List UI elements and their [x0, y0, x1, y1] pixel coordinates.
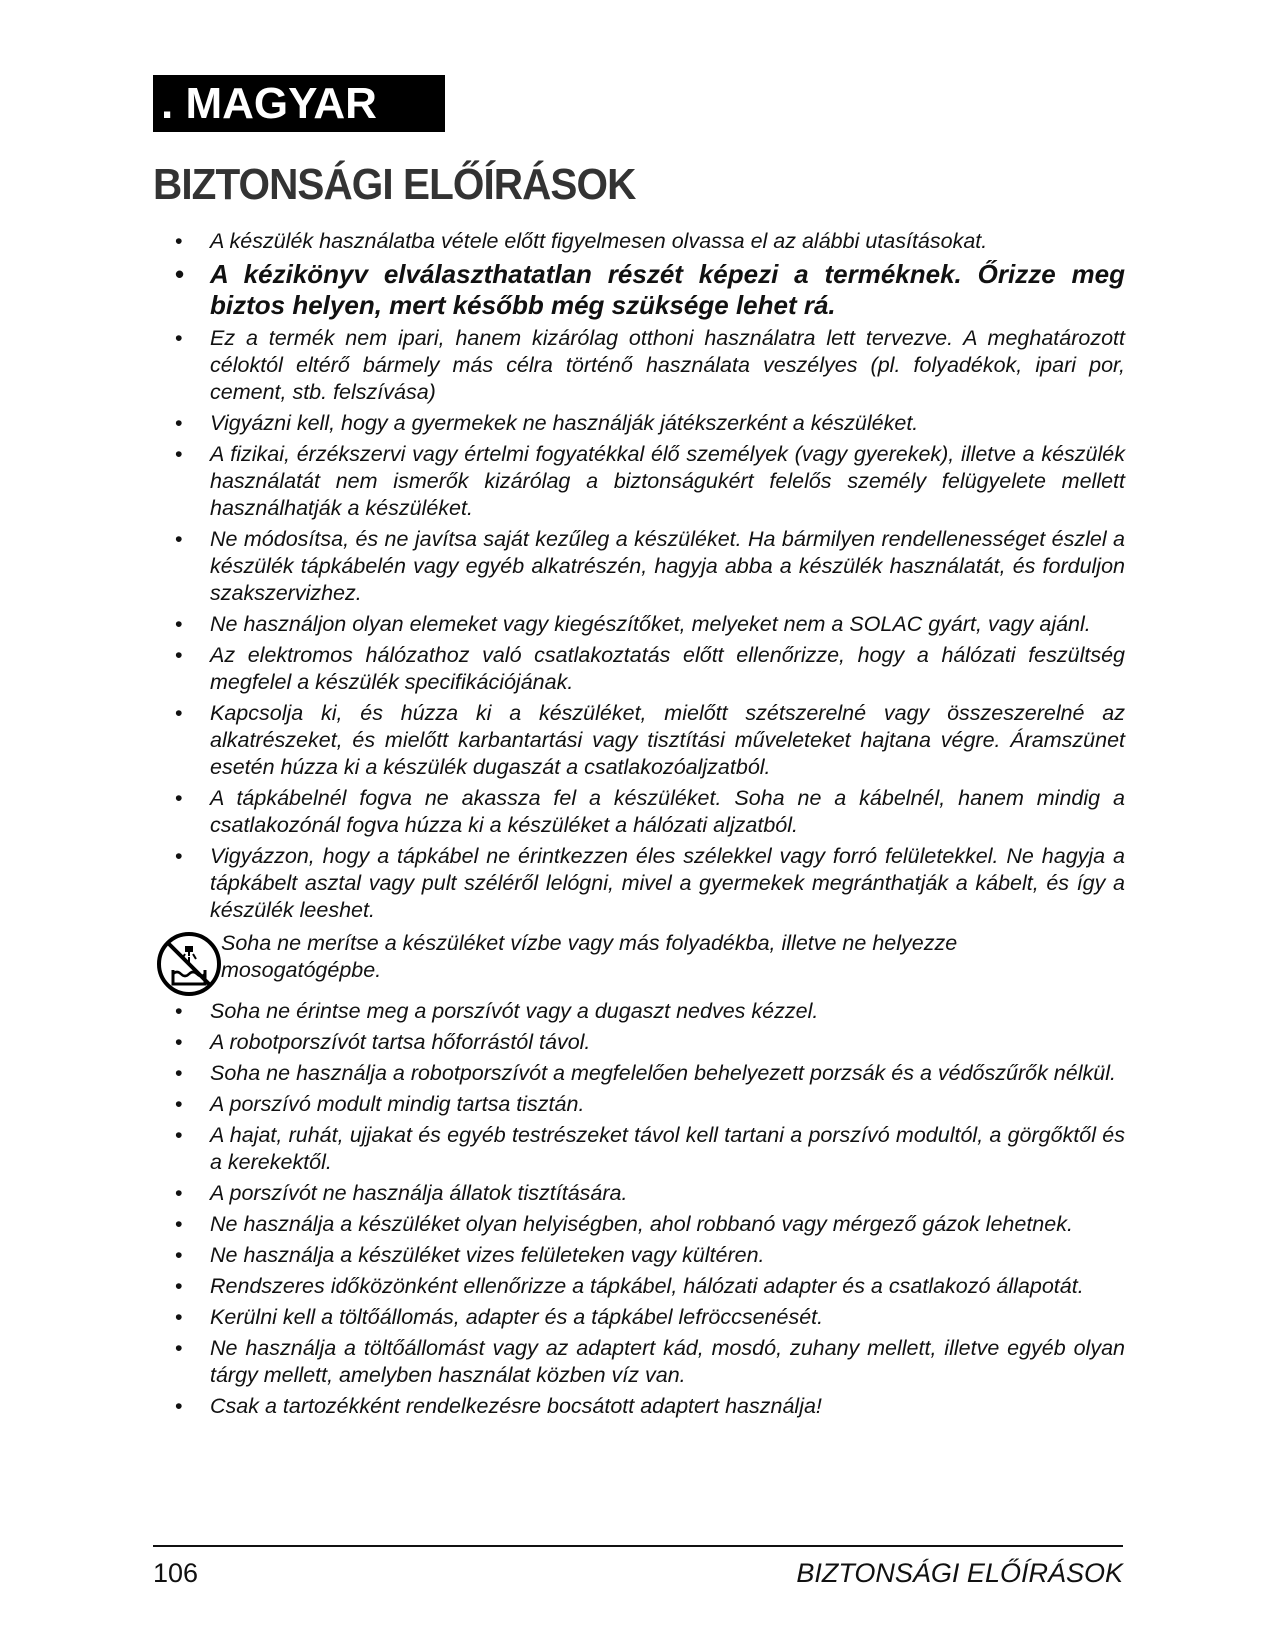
- item-text: A porszívó modult mindig tartsa tisztán.: [210, 1092, 585, 1116]
- list-item: [175, 1273, 1125, 1300]
- list-item: [175, 1211, 1125, 1238]
- bullet: •: [175, 612, 183, 636]
- list-item: [175, 1091, 1125, 1118]
- item-text: Ne használjon olyan elemeket vagy kiegészítőket, melyeket nem a SOLAC gyárt, vagy ajánl.: [210, 612, 1091, 636]
- bullet: •: [175, 1092, 183, 1116]
- bullet: •: [175, 844, 183, 868]
- bullet: •: [175, 229, 183, 253]
- item-text: Az elektromos hálózathoz való csatlakoztatás előtt ellenőrizze, hogy a hálózati feszültség megfelel a készülék specifikációjának.: [210, 643, 1125, 694]
- list-item: [175, 1393, 1125, 1420]
- list-item: [175, 1242, 1125, 1269]
- no-immersion-icon: [155, 930, 223, 998]
- bullet: •: [175, 1181, 183, 1205]
- language-tab: . MAGYAR: [153, 75, 445, 132]
- bullet: •: [175, 1274, 183, 1298]
- item-text: Ne használja a készüléket vizes felületeken vagy kültéren.: [210, 1243, 765, 1267]
- list-item: [175, 228, 1125, 255]
- list-item: [175, 998, 1125, 1025]
- item-text: A fizikai, érzékszervi vagy értelmi fogyatékkal élő személyek (vagy gyerekek), illetve a készülék használatát nem ismerők kizárólag a biztonságukért felelős személy felügyelete mellett használhatják a készüléket.: [210, 442, 1125, 520]
- item-text: Soha ne érintse meg a porszívót vagy a dugaszt nedves kézzel.: [210, 999, 819, 1023]
- item-text: Ez a termék nem ipari, hanem kizárólag otthoni használatra lett tervezve. A meghatározott céloktól eltérő bármely más célra történő használata veszélyes (pl. folyadékok, ipari por, cement, stb. felszívása): [210, 326, 1125, 404]
- item-text: Kapcsolja ki, és húzza ki a készüléket, mielőtt szétszerelné vagy összeszerelné az alkatrészeket, és mielőtt karbantartási vagy tisztítási műveleteket hajtana végre. Áramszünet esetén húzza ki a készülék dugaszát a csatlakozóaljzatból.: [210, 701, 1125, 779]
- item-text: Rendszeres időközönként ellenőrizze a tápkábel, hálózati adapter és a csatlakozó állapotát.: [210, 1274, 1084, 1298]
- list-item: [175, 785, 1125, 839]
- list-item: [175, 1122, 1125, 1176]
- list-item-emphasized: [175, 259, 1125, 321]
- item-text: A készülék használatba vétele előtt figyelmesen olvassa el az alábbi utasításokat.: [210, 229, 988, 253]
- bullet: •: [175, 326, 183, 350]
- item-text: A tápkábelnél fogva ne akassza fel a készüléket. Soha ne a kábelnél, hanem mindig a csatlakozónál fogva húzza ki a készüléket a hálózati aljzatból.: [210, 786, 1125, 837]
- safety-list: [175, 228, 1125, 1424]
- item-text: A kézikönyv elválaszthatatlan részét képezi a terméknek. Őrizze meg biztos helyen, mert később még szüksége lehet rá.: [210, 259, 1125, 320]
- list-item: [175, 1180, 1125, 1207]
- list-item: [175, 611, 1125, 638]
- bullet: •: [175, 643, 183, 667]
- list-item: [175, 1029, 1125, 1056]
- bullet: •: [175, 1123, 183, 1147]
- item-text: Vigyázzon, hogy a tápkábel ne érintkezzen éles szélekkel vagy forró felületekkel. Ne hagyja a tápkábelt asztal vagy pult széléről lelógni, mivel a gyermekek megránthatják a kábelt, és így a készülék leeshet.: [210, 844, 1125, 922]
- item-text: Ne módosítsa, és ne javítsa saját kezűleg a készüléket. Ha bármilyen rendellenességet észlel a készülék tápkábelén vagy egyéb alkatrészén, hagyja abba a készülék használatát, és forduljon szakszervizhez.: [210, 527, 1125, 605]
- item-text: Ne használja a töltőállomást vagy az adaptert kád, mosdó, zuhany mellett, illetve egyéb olyan tárgy mellett, amelyben használat közben víz van.: [210, 1336, 1125, 1387]
- bullet: •: [175, 1305, 183, 1329]
- bullet: •: [175, 1394, 183, 1418]
- bullet: •: [175, 527, 183, 551]
- list-item: [175, 1060, 1125, 1087]
- item-text: A porszívót ne használja állatok tisztítására.: [210, 1181, 628, 1205]
- item-text: Vigyázni kell, hogy a gyermekek ne használják játékszerként a készüléket.: [210, 411, 919, 435]
- bullet: •: [175, 1243, 183, 1267]
- item-text: Kerülni kell a töltőállomás, adapter és a tápkábel lefröccsenését.: [210, 1305, 824, 1329]
- bullet: •: [175, 701, 183, 725]
- list-item: [175, 325, 1125, 406]
- bullet: •: [175, 259, 185, 289]
- list-item: [175, 410, 1125, 437]
- warning-row: [155, 930, 1125, 996]
- bullet: •: [175, 786, 183, 810]
- footer-divider: [153, 1545, 1123, 1547]
- list-item: [175, 526, 1125, 607]
- item-text: Ne használja a készüléket olyan helyiségben, ahol robbanó vagy mérgező gázok lehetnek.: [210, 1212, 1073, 1236]
- bullet: •: [175, 442, 183, 466]
- page-title: BIZTONSÁGI ELŐÍRÁSOK: [153, 160, 636, 209]
- bullet: •: [175, 999, 183, 1023]
- item-text: Soha ne használja a robotporszívót a megfelelően behelyezett porzsák és a védőszűrők nélkül.: [210, 1061, 1116, 1085]
- list-item: [175, 642, 1125, 696]
- bullet: •: [175, 1212, 183, 1236]
- list-item: [175, 843, 1125, 924]
- page-number: 106: [153, 1558, 199, 1588]
- warning-text: Soha ne merítse a készüléket vízbe vagy más folyadékba, illetve ne helyezze mosogatógépbe.: [221, 931, 958, 982]
- bullet: •: [175, 1030, 183, 1054]
- item-text: A hajat, ruhát, ujjakat és egyéb testrészeket távol kell tartani a porszívó modultól, a görgőktől és a kerekektől.: [210, 1123, 1125, 1174]
- item-text: A robotporszívót tartsa hőforrástól távol.: [210, 1030, 591, 1054]
- item-text: Csak a tartozékként rendelkezésre bocsátott adaptert használja!: [210, 1394, 822, 1418]
- list-item: [175, 441, 1125, 522]
- list-item: [175, 1335, 1125, 1389]
- bullet: •: [175, 411, 183, 435]
- footer-section-title: BIZTONSÁGI ELŐÍRÁSOK: [796, 1558, 1123, 1588]
- bullet: •: [175, 1061, 183, 1085]
- bullet: •: [175, 1336, 183, 1360]
- list-item: [175, 700, 1125, 781]
- list-item: [175, 1304, 1125, 1331]
